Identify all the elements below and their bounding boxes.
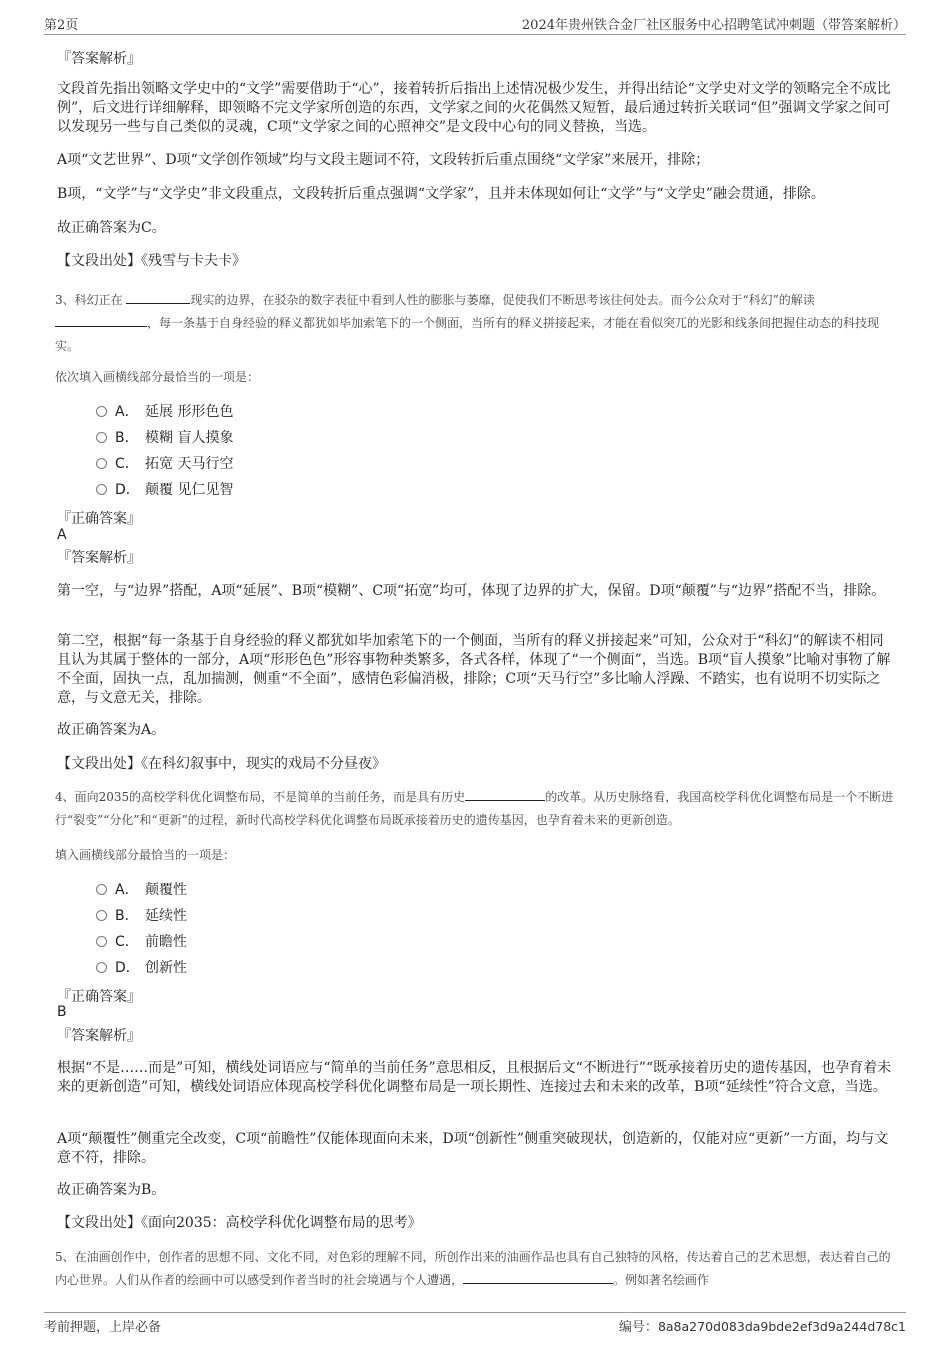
q3-analysis-p1: 第一空，与“边界”搭配，A项“延展”、B项“模糊”、C项“拓宽”均可，体现了边界的扩大，保留。D项“颠覆”与“边界”搭配不当，排除。 [57, 583, 886, 599]
radio-icon[interactable] [96, 936, 107, 947]
q5-stem: 5、在油画创作中，创作者的思想不同、文化不同，对色彩的理解不同，所创作出来的油画作品也具有自己独特的风格，传达着自己的艺术思想，表达着自己的内心世界。人们从作者的绘画中可以感受到作者当时的社会境遇与个人遭遇， 。例如著名绘画作 [55, 1250, 891, 1287]
q3-source: 【文段出处】《在科幻叙事中，现实的戏局不分昼夜》 [57, 756, 386, 772]
radio-icon[interactable] [96, 910, 107, 921]
q4-answer-line: 故正确答案为B。 [57, 1182, 166, 1198]
q4-analysis-p1: 根据“不是……而是”可知，横线处词语应与“简单的当前任务”意思相反，且根据后文“不断进行”“既承接着历史的遗传基因，也孕育着未来的更新创造”可知，横线处词语应体现高校学科优化调整布局是一项长期性、连接过去和未来的改革，B项“延续性”符合文意，当选。 [57, 1060, 892, 1095]
q4-instruction: 填入画横线部分最恰当的一项是： [55, 848, 236, 862]
page-footer [44, 1312, 906, 1336]
q2-analysis-p1: 文段首先指出领略文学史中的“文学”需要借助于“心”，接着转折后指出上述情况极少发生，并得出结论“文学史对文学的领略完全不成比例”，后文进行详细解释，即领略不完文学家所创造的东西，文学家之间的火花偶然又短暂，最后通过转折关联词“但”强调文学家之间可以发现另一些与自己类似的灵魂，C项“文学家之间的心照神交”是文段中心句的同义替换，当选。 [57, 81, 891, 135]
q4-correct-label: 『正确答案』 [57, 989, 141, 1005]
q2-analysis [57, 80, 897, 137]
q4-option-c[interactable]: C． 前瞻性 [96, 931, 187, 951]
blank-line [465, 788, 545, 801]
blank-line [55, 314, 147, 327]
q3-correct-label: 『正确答案』 [57, 511, 141, 527]
radio-icon[interactable] [96, 406, 107, 417]
q3-answer-line: 故正确答案为A。 [57, 722, 166, 738]
document-code: 编号：8a8a270d083da9bde2ef3d9a244d78c1 [618, 1319, 906, 1335]
q3-instruction: 依次填入画横线部分最恰当的一项是： [55, 370, 260, 384]
q4-analysis-p2: A项“颠覆性”侧重完全改变，C项“前瞻性”仅能体现面向未来，D项“创新性”侧重突破现状，创造新的，仅能对应“更新”一方面，均与文意不符，排除。 [57, 1131, 889, 1166]
q4-option-d[interactable]: D． 创新性 [96, 957, 187, 977]
q3-option-b[interactable]: B． 模糊 盲人摸象 [96, 427, 233, 447]
q2-analysis-p2: A项“文艺世界”、D项“文学创作领域”均与文段主题词不符，文段转折后重点围绕“文学家”来展开，排除； [57, 152, 710, 168]
radio-icon[interactable] [96, 884, 107, 895]
q4-answer: B [57, 1004, 67, 1020]
q4-option-a[interactable]: A． 颠覆性 [96, 879, 187, 899]
q2-analysis-p3: B项，“文学”与“文学史”非文段重点，文段转折后重点强调“文学家”，且并未体现如何让“文学”与“文学史”融会贯通，排除。 [57, 186, 825, 202]
q2-answer-line: 故正确答案为C。 [57, 220, 166, 236]
q4-source: 【文段出处】《面向2035：高校学科优化调整布局的思考》 [57, 1215, 422, 1231]
document-title: 2024年贵州铁合金厂社区服务中心招聘笔试冲刺题（带答案解析） [521, 18, 906, 33]
radio-icon[interactable] [96, 484, 107, 495]
q3-analysis-label: 『答案解析』 [57, 550, 141, 566]
q3-option-a[interactable]: A． 延展 形形色色 [96, 401, 233, 421]
q3-option-c[interactable]: C． 拓宽 天马行空 [96, 453, 233, 473]
q3-analysis-p2: 第二空，根据“每一条基于自身经验的释义都犹如毕加索笔下的一个侧面，当所有的释义拼接起来”可知，公众对于“科幻”的解读不相同且认为其属于整体的一部分，A项“形形色色”形容事物种类繁多，各式各样，体现了“一个侧面”，当选。B项“盲人摸象”比喻对事物了解不全面，固执一点，乱加揣测，侧重“不全面”，感情色彩偏消极，排除；C项“天马行空”多比喻人浮躁、不踏实，也有说明不切实际之意，与文意无关，排除。 [57, 633, 891, 706]
q3-answer: A [57, 527, 67, 543]
footer-slogan: 考前押题，上岸必备 [44, 1320, 162, 1335]
q2-analysis-label: 『答案解析』 [57, 51, 141, 67]
blank-line [126, 291, 190, 304]
q4-option-b[interactable]: B． 延续性 [96, 905, 187, 925]
radio-icon[interactable] [96, 458, 107, 469]
q4-stem: 4、面向2035的高校学科优化调整布局，不是简单的当前任务，而是具有历史 的改革。从历史脉络看，我国高校学科优化调整布局是一个不断进行“裂变”“分化”和“更新”的过程，新时代高校学科优化调整布局既承接着历史的遗传基因，也孕育着未来的更新创造。 [55, 790, 894, 827]
blank-line [463, 1271, 613, 1284]
page-number: 第2页 [44, 18, 79, 33]
radio-icon[interactable] [96, 432, 107, 443]
q2-source: 【文段出处】《残雪与卡夫卡》 [57, 253, 246, 269]
q4-analysis-label: 『答案解析』 [57, 1028, 141, 1044]
q3-option-d[interactable]: D． 颠覆 见仁见智 [96, 479, 233, 499]
q3-stem: 3、科幻正在 现实的边界，在驳杂的数字表征中看到人性的膨胀与萎靡，促使我们不断思考该往何处去。而今公众对于“科幻”的解读，每一条基于自身经验的释义都犹如毕加索笔下的一个侧面，当所有的释义拼接起来，才能在看似突兀的光影和线条间把握住动态的科技现实。 [55, 293, 880, 353]
page-header [44, 14, 906, 35]
radio-icon[interactable] [96, 962, 107, 973]
